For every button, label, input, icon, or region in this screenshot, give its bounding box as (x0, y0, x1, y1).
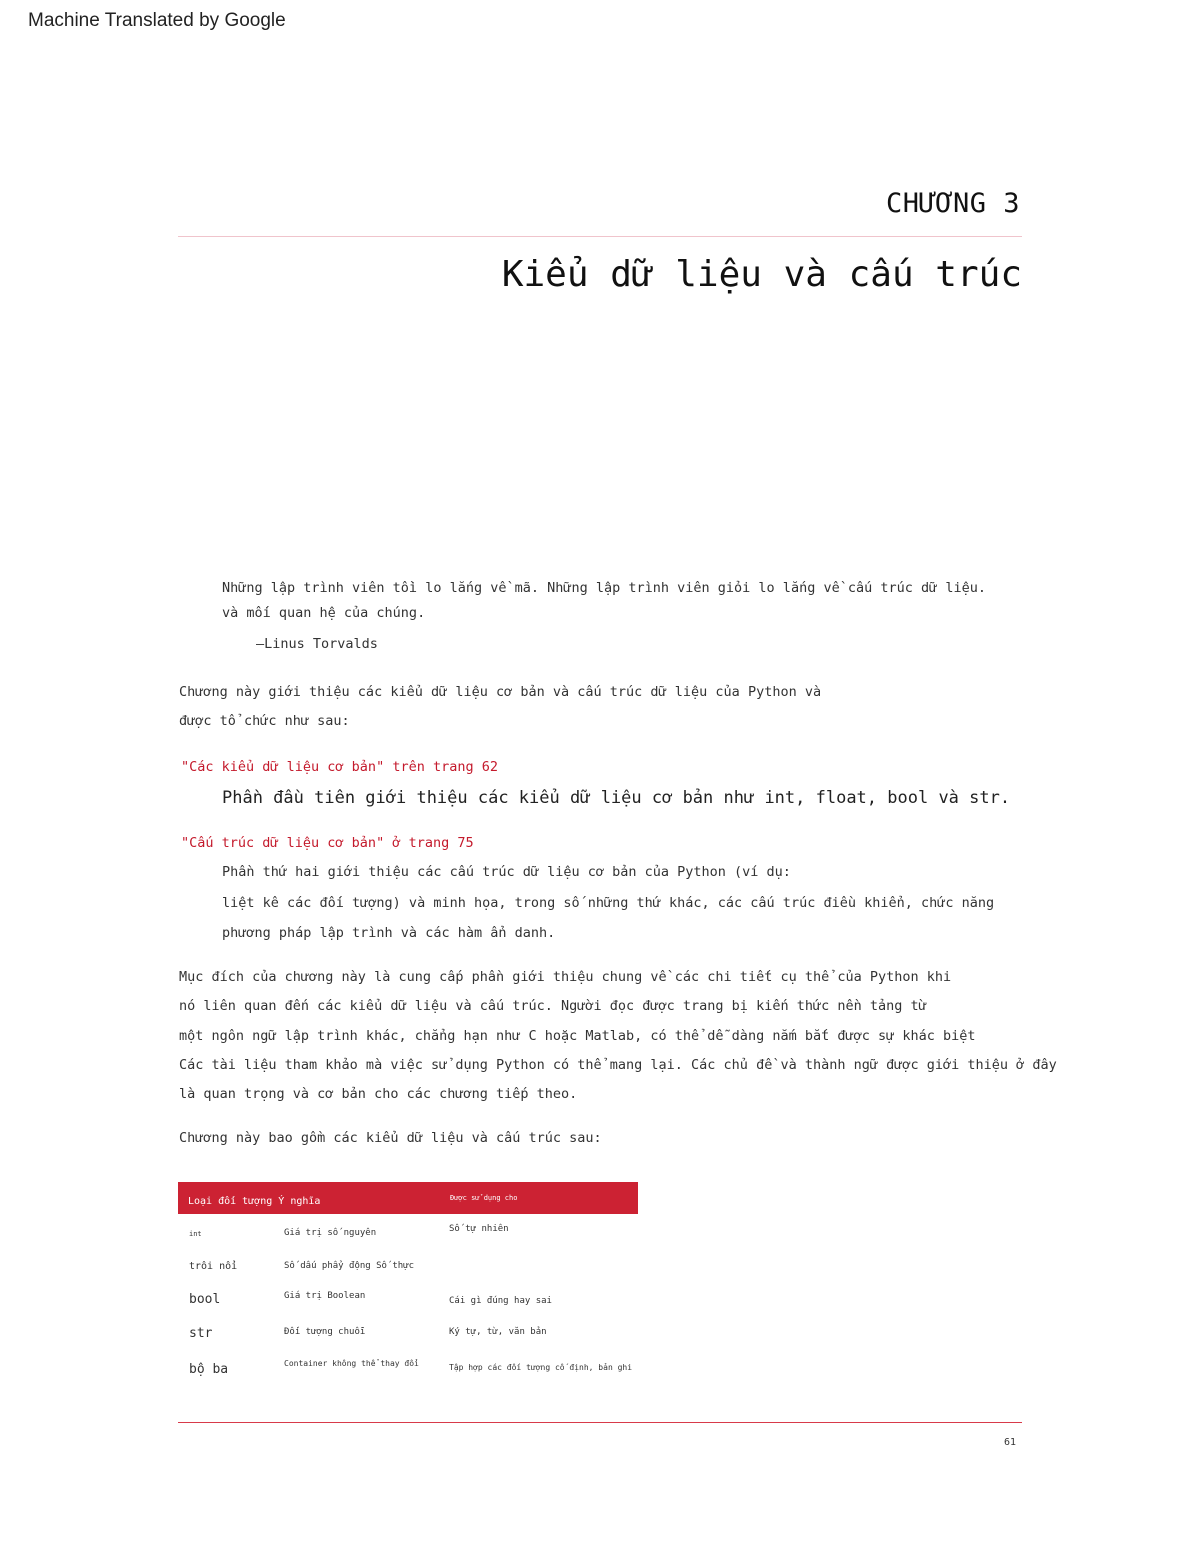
table-cell-meaning: Container không thể thay đổi (284, 1359, 419, 1368)
table-cell-type: bool (189, 1292, 221, 1307)
purpose-paragraph-line: Mục đích của chương này là cung cấp phần giới thiệu chung về các chi tiết cụ thể của Python khi (179, 969, 952, 985)
section-description: Phần thứ hai giới thiệu các cấu trúc dữ liệu cơ bản của Python (ví dụ: (222, 864, 791, 880)
table-intro: Chương này bao gồm các kiểu dữ liệu và cấu trúc sau: (179, 1130, 602, 1146)
table-cell-use: Ký tự, từ, văn bản (449, 1327, 547, 1337)
section-description: phương pháp lập trình và các hàm ẩn danh. (222, 925, 556, 941)
epigraph-attribution: —Linus Torvalds (256, 636, 378, 652)
table-cell-use: Cái gì đúng hay sai (449, 1296, 552, 1306)
table-cell-type: trôi nổi (189, 1261, 238, 1272)
epigraph-line: và mối quan hệ của chúng. (222, 605, 426, 621)
chapter-divider (178, 236, 1022, 237)
purpose-paragraph-line: nó liên quan đến các kiểu dữ liệu và cấu trúc. Người đọc được trang bị kiến thức nền tảng từ (179, 998, 927, 1014)
purpose-paragraph-line: Các tài liệu tham khảo mà việc sử dụng Python có thể mang lại. Các chủ đề và thành ngữ được giới thiệu ở đây (179, 1057, 1057, 1073)
machine-translation-banner: Machine Translated by Google (28, 10, 286, 31)
table-header-cell: Được sử dụng cho (450, 1194, 518, 1202)
intro-paragraph-line: được tổ chức như sau: (179, 713, 350, 729)
table-header-cell: Loại đối tượng Ý nghĩa (188, 1196, 321, 1207)
footer-divider (178, 1422, 1022, 1423)
section-link[interactable]: "Cấu trúc dữ liệu cơ bản" ở trang 75 (181, 835, 474, 851)
chapter-label: CHƯƠNG 3 (885, 188, 1020, 219)
table-cell-type: int (189, 1230, 202, 1238)
section-description: liệt kê các đối tượng) và minh họa, trong số những thứ khác, các cấu trúc điều khiển, chức năng (222, 895, 995, 911)
section-link[interactable]: "Các kiểu dữ liệu cơ bản" trên trang 62 (181, 759, 498, 775)
intro-paragraph-line: Chương này giới thiệu các kiểu dữ liệu cơ bản và cấu trúc dữ liệu của Python và (179, 684, 822, 700)
table-cell-meaning: Số dấu phẩy động Số thực (284, 1261, 415, 1271)
table-cell-meaning: Đối tượng chuỗi (284, 1327, 366, 1337)
purpose-paragraph-line: là quan trọng và cơ bản cho các chương tiếp theo. (179, 1086, 578, 1102)
table-cell-meaning: Giá trị Boolean (284, 1291, 366, 1301)
table-cell-meaning: Giá trị số nguyên (284, 1228, 377, 1238)
section-description: Phần đầu tiên giới thiệu các kiểu dữ liệu cơ bản như int, float, bool và str. (222, 788, 1011, 808)
table-cell-use: Tập hợp các đối tượng cố định, bản ghi (449, 1363, 633, 1372)
purpose-paragraph-line: một ngôn ngữ lập trình khác, chẳng hạn như C hoặc Matlab, có thể dễ dàng nắm bắt được sự khác biệt (179, 1028, 976, 1044)
table-cell-type: str (189, 1326, 213, 1341)
table-cell-type: bộ ba (189, 1362, 229, 1377)
epigraph-line: Những lập trình viên tồi lo lắng về mã. Những lập trình viên giỏi lo lắng về cấu trúc dữ liệu. (222, 580, 987, 596)
page-number: 61 (1004, 1437, 1017, 1448)
table-header (178, 1182, 638, 1214)
chapter-title: Kiểu dữ liệu và cấu trúc (501, 254, 1022, 295)
table-cell-use: Số tự nhiên (449, 1224, 509, 1234)
